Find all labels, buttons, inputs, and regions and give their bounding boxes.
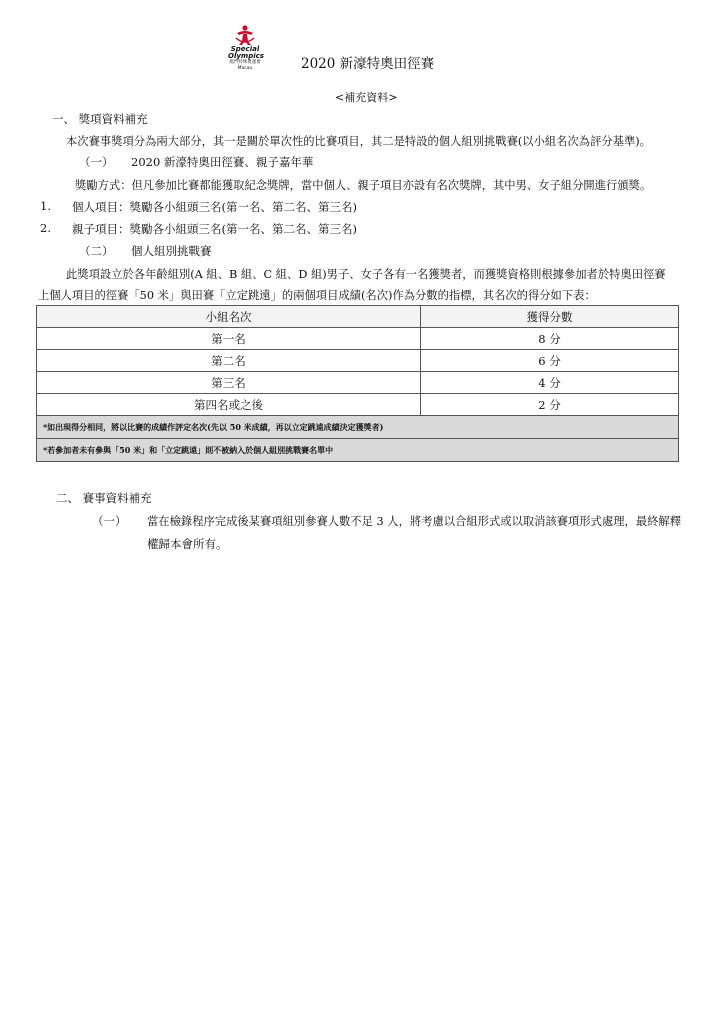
score-table xyxy=(36,305,679,462)
score-table-header-points: 獲得分數 xyxy=(421,306,679,328)
item1-number: 1. xyxy=(40,199,51,213)
section2-sub1-label: （一） xyxy=(92,514,127,528)
table-cell-points: 2 分 xyxy=(421,394,679,416)
table-row xyxy=(37,372,679,394)
section1-sub1-label: （一） xyxy=(79,155,114,169)
section2-heading: 二、 賽事資料補充 xyxy=(56,491,152,505)
table-row xyxy=(37,350,679,372)
item1-text: 個人項目：獎勵各小組頭三名(第一名、第二名、第三名) xyxy=(72,200,357,214)
section1-sub1-title: 2020 新濠特奧田徑賽、親子嘉年華 xyxy=(131,155,314,169)
table-note-row xyxy=(37,439,679,462)
special-olympics-emblem-icon xyxy=(234,24,256,46)
table-cell-points: 6 分 xyxy=(421,350,679,372)
section1-sub2-label: （二） xyxy=(79,244,114,258)
document-subtitle: <補充資料> xyxy=(335,91,398,104)
table-cell-rank: 第三名 xyxy=(37,372,421,394)
challenge-paragraph-line1: 此獎項設立於各年齡組別(A 組、B 組、C 組、D 組)男子、女子各有一名獲獎者，而獲獎資格則根據參加者於特奧田徑賽 xyxy=(66,268,666,281)
table-cell-rank: 第一名 xyxy=(37,328,421,350)
table-row xyxy=(37,394,679,416)
table-cell-points: 4 分 xyxy=(421,372,679,394)
section1-sub2-title: 個人組別挑戰賽 xyxy=(131,244,212,258)
table-cell-rank: 第四名或之後 xyxy=(37,394,421,416)
logo-text-olympics: Olympics xyxy=(228,52,264,60)
table-note-row xyxy=(37,416,679,439)
table-cell-rank: 第二名 xyxy=(37,350,421,372)
table-row xyxy=(37,328,679,350)
award-method: 獎勵方式：但凡參加比賽都能獲取紀念獎牌，當中個人、親子項目亦設有名次獎牌，其中男、女子組分開進行頒獎。 xyxy=(75,179,652,192)
challenge-paragraph-line2: 上個人項目的徑賽「50 米」與田賽「立定跳遠」的兩個項目成績(名次)作為分數的指標，其名次的得分如下表： xyxy=(38,289,596,302)
section2-text-line1: 當在檢錄程序完成後某賽項組別參賽人數不足 3 人，將考慮以合組形式或以取消該賽項形式處理，最終解釋 xyxy=(147,515,682,528)
table-note-eligibility: *若參加者未有參與「50 米」和「立定跳遠」則不被納入於個人組別挑戰賽名單中 xyxy=(37,439,679,462)
table-note-tie-rule: *如出現得分相同，將以比賽的成績作評定名次(先以 50 米成績，再以立定跳遠成績決定獲獎者) xyxy=(37,416,679,439)
logo-text-chinese: 澳門特殊奧運會 xyxy=(229,60,261,65)
table-cell-points: 8 分 xyxy=(421,328,679,350)
score-table-header-row xyxy=(37,306,679,328)
item2-text: 親子項目：獎勵各小組頭三名(第一名、第二名、第三名) xyxy=(72,222,357,236)
special-olympics-logo xyxy=(228,24,262,72)
logo-text-macau: Macau xyxy=(237,66,253,71)
score-table-header-rank: 小組名次 xyxy=(37,306,421,328)
section2-text-line2: 權歸本會所有。 xyxy=(147,537,228,551)
document-title: 2020 新濠特奧田徑賽 xyxy=(301,56,435,72)
item2-number: 2. xyxy=(40,221,51,235)
logo-text-special: Special xyxy=(230,45,260,53)
section1-intro: 本次賽事獎項分為兩大部分，其一是關於單次性的比賽項目，其二是特設的個人組別挑戰賽(以小組名次為評分基準)。 xyxy=(66,135,651,148)
section1-heading: 一、 獎項資料補充 xyxy=(52,112,148,126)
